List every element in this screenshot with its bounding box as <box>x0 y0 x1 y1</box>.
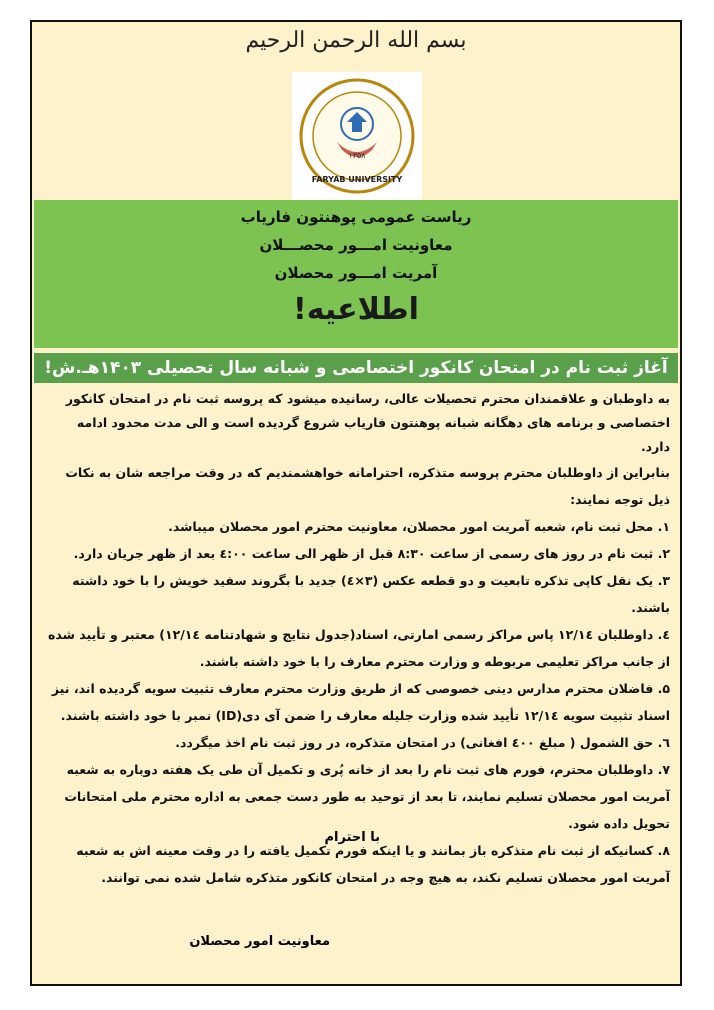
org-line-2: معاونیت امـــور محصـــلان <box>259 236 453 254</box>
closing-text: با احترام <box>324 830 380 845</box>
list-item: ۱. محل ثبت نام، شعبه آمریت امور محصلان، معاونیت محترم امور محصلان میباشد. <box>168 519 670 534</box>
university-logo <box>292 72 422 200</box>
svg-text:۱۳۵۸: ۱۳۵۸ <box>348 151 366 160</box>
notice-body <box>44 387 670 891</box>
list-item: ٦. حق الشمول ( مبلغ ٤۰۰ افغانی) در امتحان متذکره، در روز ثبت نام اخذ میگردد. <box>175 735 670 750</box>
list-item: ۲. ثبت نام در روز های رسمی از ساعت ۸:۳۰ قبل از ظهر الی ساعت ٤:۰۰ بعد از ظهر جریان دارد. <box>73 546 670 561</box>
org-line-1: ریاست عمومی پوهنتون فاریاب <box>240 208 472 226</box>
intro-paragraph: به داوطبان و علاقمندان محترم تحصیلات عالی، رسانیده میشود که پروسه ثبت نام در امتحان کانکور اختصاصی و برنامه های دهگانه شبانه پوهنتون فاریاب شروع گردیده است و الی مدت محدود ادامه دارد. <box>65 391 670 454</box>
svg-text:FARYAB UNIVERSITY: FARYAB UNIVERSITY <box>311 175 403 184</box>
announcement-title: اطلاعیه! <box>293 292 419 327</box>
list-item: ۳. یک نقل کاپی تذکره تابعیت و دو قطعه عکس (۳×٤) جدید با بگروند سفید خویش را با خود داشته باشند. <box>72 573 670 615</box>
bismillah-calligraphy: بسم الله الرحمن الرحیم <box>245 28 467 53</box>
list-item: ۵. فاضلان محترم مدارس دینی خصوصی که از طریق وزارت محترم معارف تثبیت سویه گردیده اند، نیز اسناد تثبیت سویه ۱۲/۱٤ تأیید شده وزارت جلیله معارف را ضمن آی دی(ID) نمبر با خود داشته باشند. <box>51 681 670 723</box>
list-item: ۷. داوطلبان محترم، فورم های ثبت نام را بعد از خانه پُری و تکمیل آن طی یک هفته دوباره به شعبه آمریت امور محصلان تسلیم نمایند، تا بعد از توحید به طور دست جمعی به اداره محترم ملی امتحانات تحویل داده شود. <box>64 762 670 831</box>
signature: معاونیت امور محصلان <box>189 934 330 949</box>
note-paragraph: بنابراین از داوطلبان محترم پروسه متذکره، احترامانه خواهشمندیم که در وقت مراجعه شان به نکات ذیل توجه نمایند: <box>65 465 670 507</box>
notice-page <box>30 20 682 986</box>
list-item: ٤. داوطلبان ۱۲/۱٤ پاس مراکز رسمی امارتی، اسناد(جدول نتایج و شهادتنامه ۱۲/۱٤) معتبر و تأیید شده از جانب مراکز تعلیمی مربوطه و وزارت محترم معارف را با خود داشته باشند. <box>48 627 670 669</box>
org-line-3: آمریت امـــور محصلان <box>274 264 438 282</box>
list-item: ۸. کسانیکه از ثبت نام متذکره باز بمانند و یا اینکه فورم تکمیل یافته را در وقت معینه اش به شعبه آمریت امور محصلان تسلیم نکند، به هیچ وجه در امتحان کانکور متذکره شامل شده نمی توانند. <box>76 843 670 885</box>
subtitle-banner: آغاز ثبت نام در امتحان کانکور اختصاصی و شبانه سال تحصیلی ۱۴۰۳هـ.ش! <box>34 353 678 383</box>
seal-icon <box>292 72 422 200</box>
header-banner <box>34 200 678 348</box>
